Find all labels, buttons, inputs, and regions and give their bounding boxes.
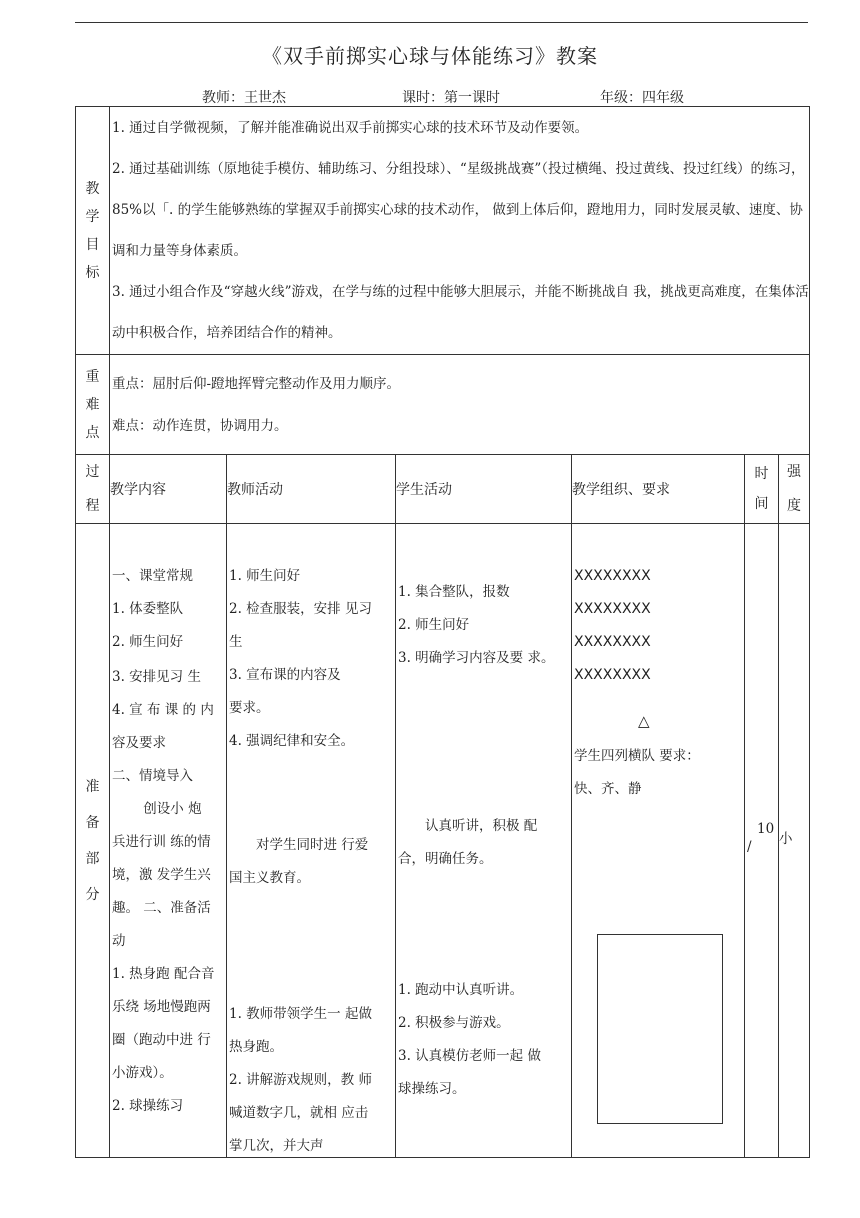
prep-content-cell (110, 524, 227, 1158)
prep-row (76, 524, 810, 1158)
objective-3: 3. 通过小组合作及“穿越火线”游戏，在学与练的过程中能够大胆展示，并能不断挑战自 我，挑战更高难度，在集体活动中积极合作，培养团结合作的精神。 (112, 284, 809, 341)
teacher-situation-text: 对学生同时进 行爱 国主义教育。 (229, 837, 369, 886)
content-header: 教学内容 (110, 455, 227, 524)
lesson-period: 课时：第一课时 (402, 90, 500, 106)
lesson-plan-table (75, 106, 810, 1158)
formation-row: XXXXXXXX (574, 634, 651, 650)
document-title: 《双手前掷实心球与体能练习》教案 (262, 44, 598, 68)
prep-content-list: 一、课堂常规 1. 体委整队 2. 师生问好 3. 安排见习 生 4. 宣 布 课 的 内 容及要求 二、情境导入 创设小 炮 兵进行训 练的情 境，激 发学生兴 趣。 二、准备活 动 1. 热身跑 配合音 乐绕 场地慢跑两 圈（跑动中进 行 小游戏）。 2. 球操练习 (112, 568, 215, 1114)
formation-row: XXXXXXXX (574, 568, 651, 584)
prep-organization-cell (572, 524, 745, 1158)
objectives-row (76, 107, 810, 355)
prep-time-value: 10 (757, 821, 775, 837)
grade-level: 年级：四年级 (600, 90, 684, 106)
formation-requirements: 学生四列横队 要求： 快、齐、静 (574, 748, 700, 797)
objective-1: 1. 通过自学微视频，了解并能准确说出双手前掷实心球的技术环节及动作要领。 (112, 120, 589, 136)
student-activity-header: 学生活动 (396, 455, 572, 524)
keypoints-row (76, 355, 810, 455)
student-warmup-list: 1. 跑动中认真听讲。 2. 积极参与游戏。 3. 认真模仿老师一起 做 球操练习。 (398, 982, 541, 1097)
prep-student-cell (396, 524, 572, 1158)
objectives-content (110, 107, 810, 355)
objectives-label: 教 学 目 标 (76, 107, 110, 355)
teacher-routine-list: 1. 师生问好 2. 检查服装，安排 见习 生 3. 宣布课的内容及 要求。 4. 强调纪律和安全。 (229, 568, 372, 749)
formation-row: XXXXXXXX (574, 601, 651, 617)
prep-time-unit: / (747, 839, 752, 855)
field-diagram-box (597, 934, 723, 1124)
prep-label: 准 备 部 分 (76, 524, 110, 1158)
intensity-header: 强 度 (779, 455, 810, 524)
formation-row: XXXXXXXX (574, 667, 651, 683)
key-point: 重点：屈肘后仰-蹬地挥臂完整动作及用力顺序。 (112, 376, 401, 392)
teacher-activity-header: 教师活动 (227, 455, 396, 524)
top-rule (75, 22, 808, 23)
prep-teacher-cell (227, 524, 396, 1158)
process-header: 过 程 (76, 455, 110, 524)
difficulty-point: 难点：动作连贯，协调用力。 (112, 418, 288, 434)
organization-header: 教学组织、要求 (572, 455, 745, 524)
teacher-position-icon: △ (638, 712, 650, 730)
time-header: 时 间 (745, 455, 779, 524)
header-row (76, 455, 810, 524)
formation-diagram (574, 560, 651, 692)
keypoints-label: 重 难 点 (76, 355, 110, 455)
student-routine-list: 1. 集合整队，报数 2. 师生问好 3. 明确学习内容及要 求。 (398, 584, 555, 666)
student-situation-text: 认真听讲，积极 配 合，明确任务。 (398, 818, 538, 867)
teacher-warmup-list: 1. 教师带领学生一 起做 热身跑。 2. 讲解游戏规则，教 师 喊道数字几，就相 应击 掌几次，并大声 (229, 1006, 372, 1154)
keypoints-content (110, 355, 810, 455)
prep-intensity-value: 小 (779, 831, 793, 847)
prep-time-cell (745, 524, 779, 1158)
teacher-name: 教师：王世杰 (202, 90, 286, 106)
objective-2: 2. 通过基础训练（原地徒手模仿、辅助练习、分组投球）、“星级挑战赛”（投过横绳、投过黄线、投过红线）的练习，85%以「. 的学生能够熟练的掌握双手前掷实心球的技术动作， 做到上体后仰，蹬地用力，同时发展灵敏、速度、协调和力量等身体素质。 (112, 161, 805, 259)
prep-intensity-cell (779, 524, 810, 1158)
